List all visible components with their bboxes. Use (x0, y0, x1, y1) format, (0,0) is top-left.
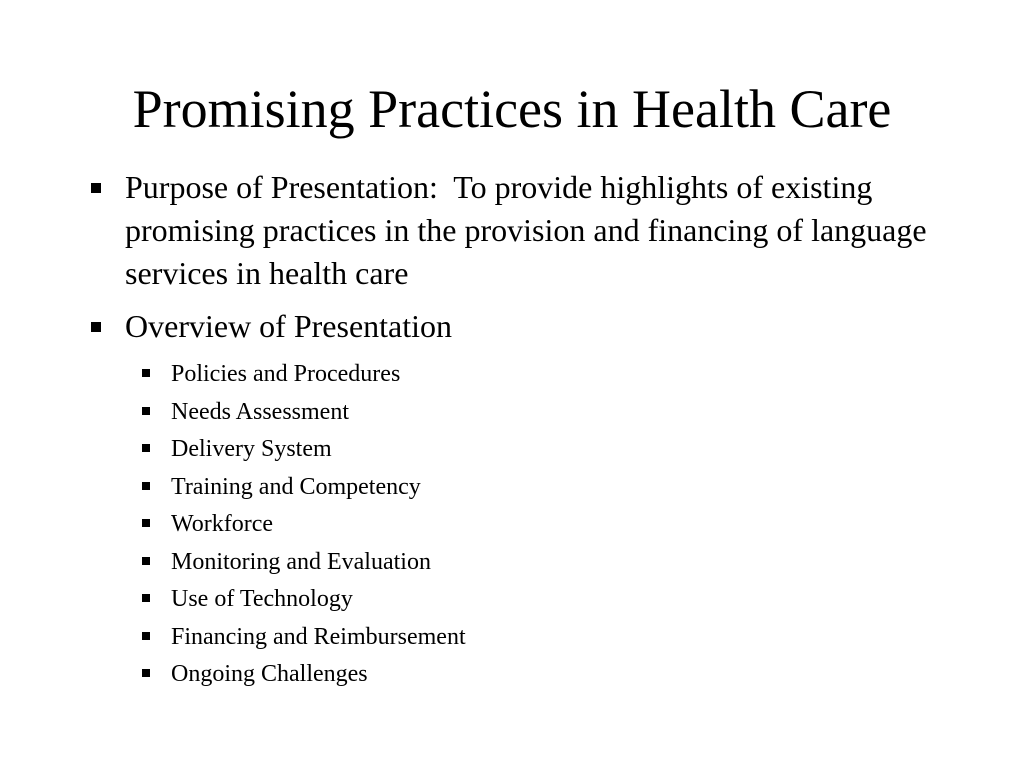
sub-bullet-text: Policies and Procedures (171, 361, 401, 387)
sub-bullet-text: Use of Technology (171, 586, 353, 612)
sub-bullet-text: Needs Assessment (171, 398, 349, 425)
sub-bullet-text: Delivery System (171, 436, 332, 462)
sub-bullet (140, 471, 949, 503)
square-bullet-icon (142, 369, 150, 377)
bullet-purpose (89, 166, 949, 295)
sub-bullet (140, 508, 949, 540)
sub-bullet (140, 433, 949, 465)
sub-bullet (140, 396, 949, 428)
square-bullet-icon (142, 557, 150, 565)
square-bullet-icon (142, 482, 150, 490)
sub-bullet (140, 546, 949, 578)
square-bullet-icon (142, 407, 150, 415)
sub-bullet-text: Financing and Reimbursement (171, 623, 466, 650)
square-bullet-icon (142, 444, 150, 452)
slide-body (89, 166, 949, 696)
square-bullet-icon (142, 519, 150, 527)
square-bullet-icon (142, 669, 150, 677)
sub-bullet-text: Training and Competency (171, 473, 421, 500)
sub-bullet (140, 358, 949, 390)
bullet-purpose-text: Purpose of Presentation: To provide highlights of existing promising practices in the provision and financing of language services in health care (125, 169, 935, 291)
sub-bullet-text: Workforce (171, 511, 274, 537)
bullet-overview (89, 305, 949, 348)
square-bullet-icon (91, 183, 101, 193)
bullet-overview-text: Overview of Presentation (125, 308, 453, 344)
sub-bullet (140, 658, 949, 690)
square-bullet-icon (142, 594, 150, 602)
slide-title: Promising Practices in Health Care (132, 79, 892, 139)
sub-bullet-text: Ongoing Challenges (171, 661, 368, 687)
sub-bullet (140, 621, 949, 653)
overview-sub-list (89, 358, 949, 690)
sub-bullet (140, 583, 949, 615)
square-bullet-icon (142, 632, 150, 640)
sub-bullet-text: Monitoring and Evaluation (171, 548, 431, 575)
square-bullet-icon (91, 322, 101, 332)
